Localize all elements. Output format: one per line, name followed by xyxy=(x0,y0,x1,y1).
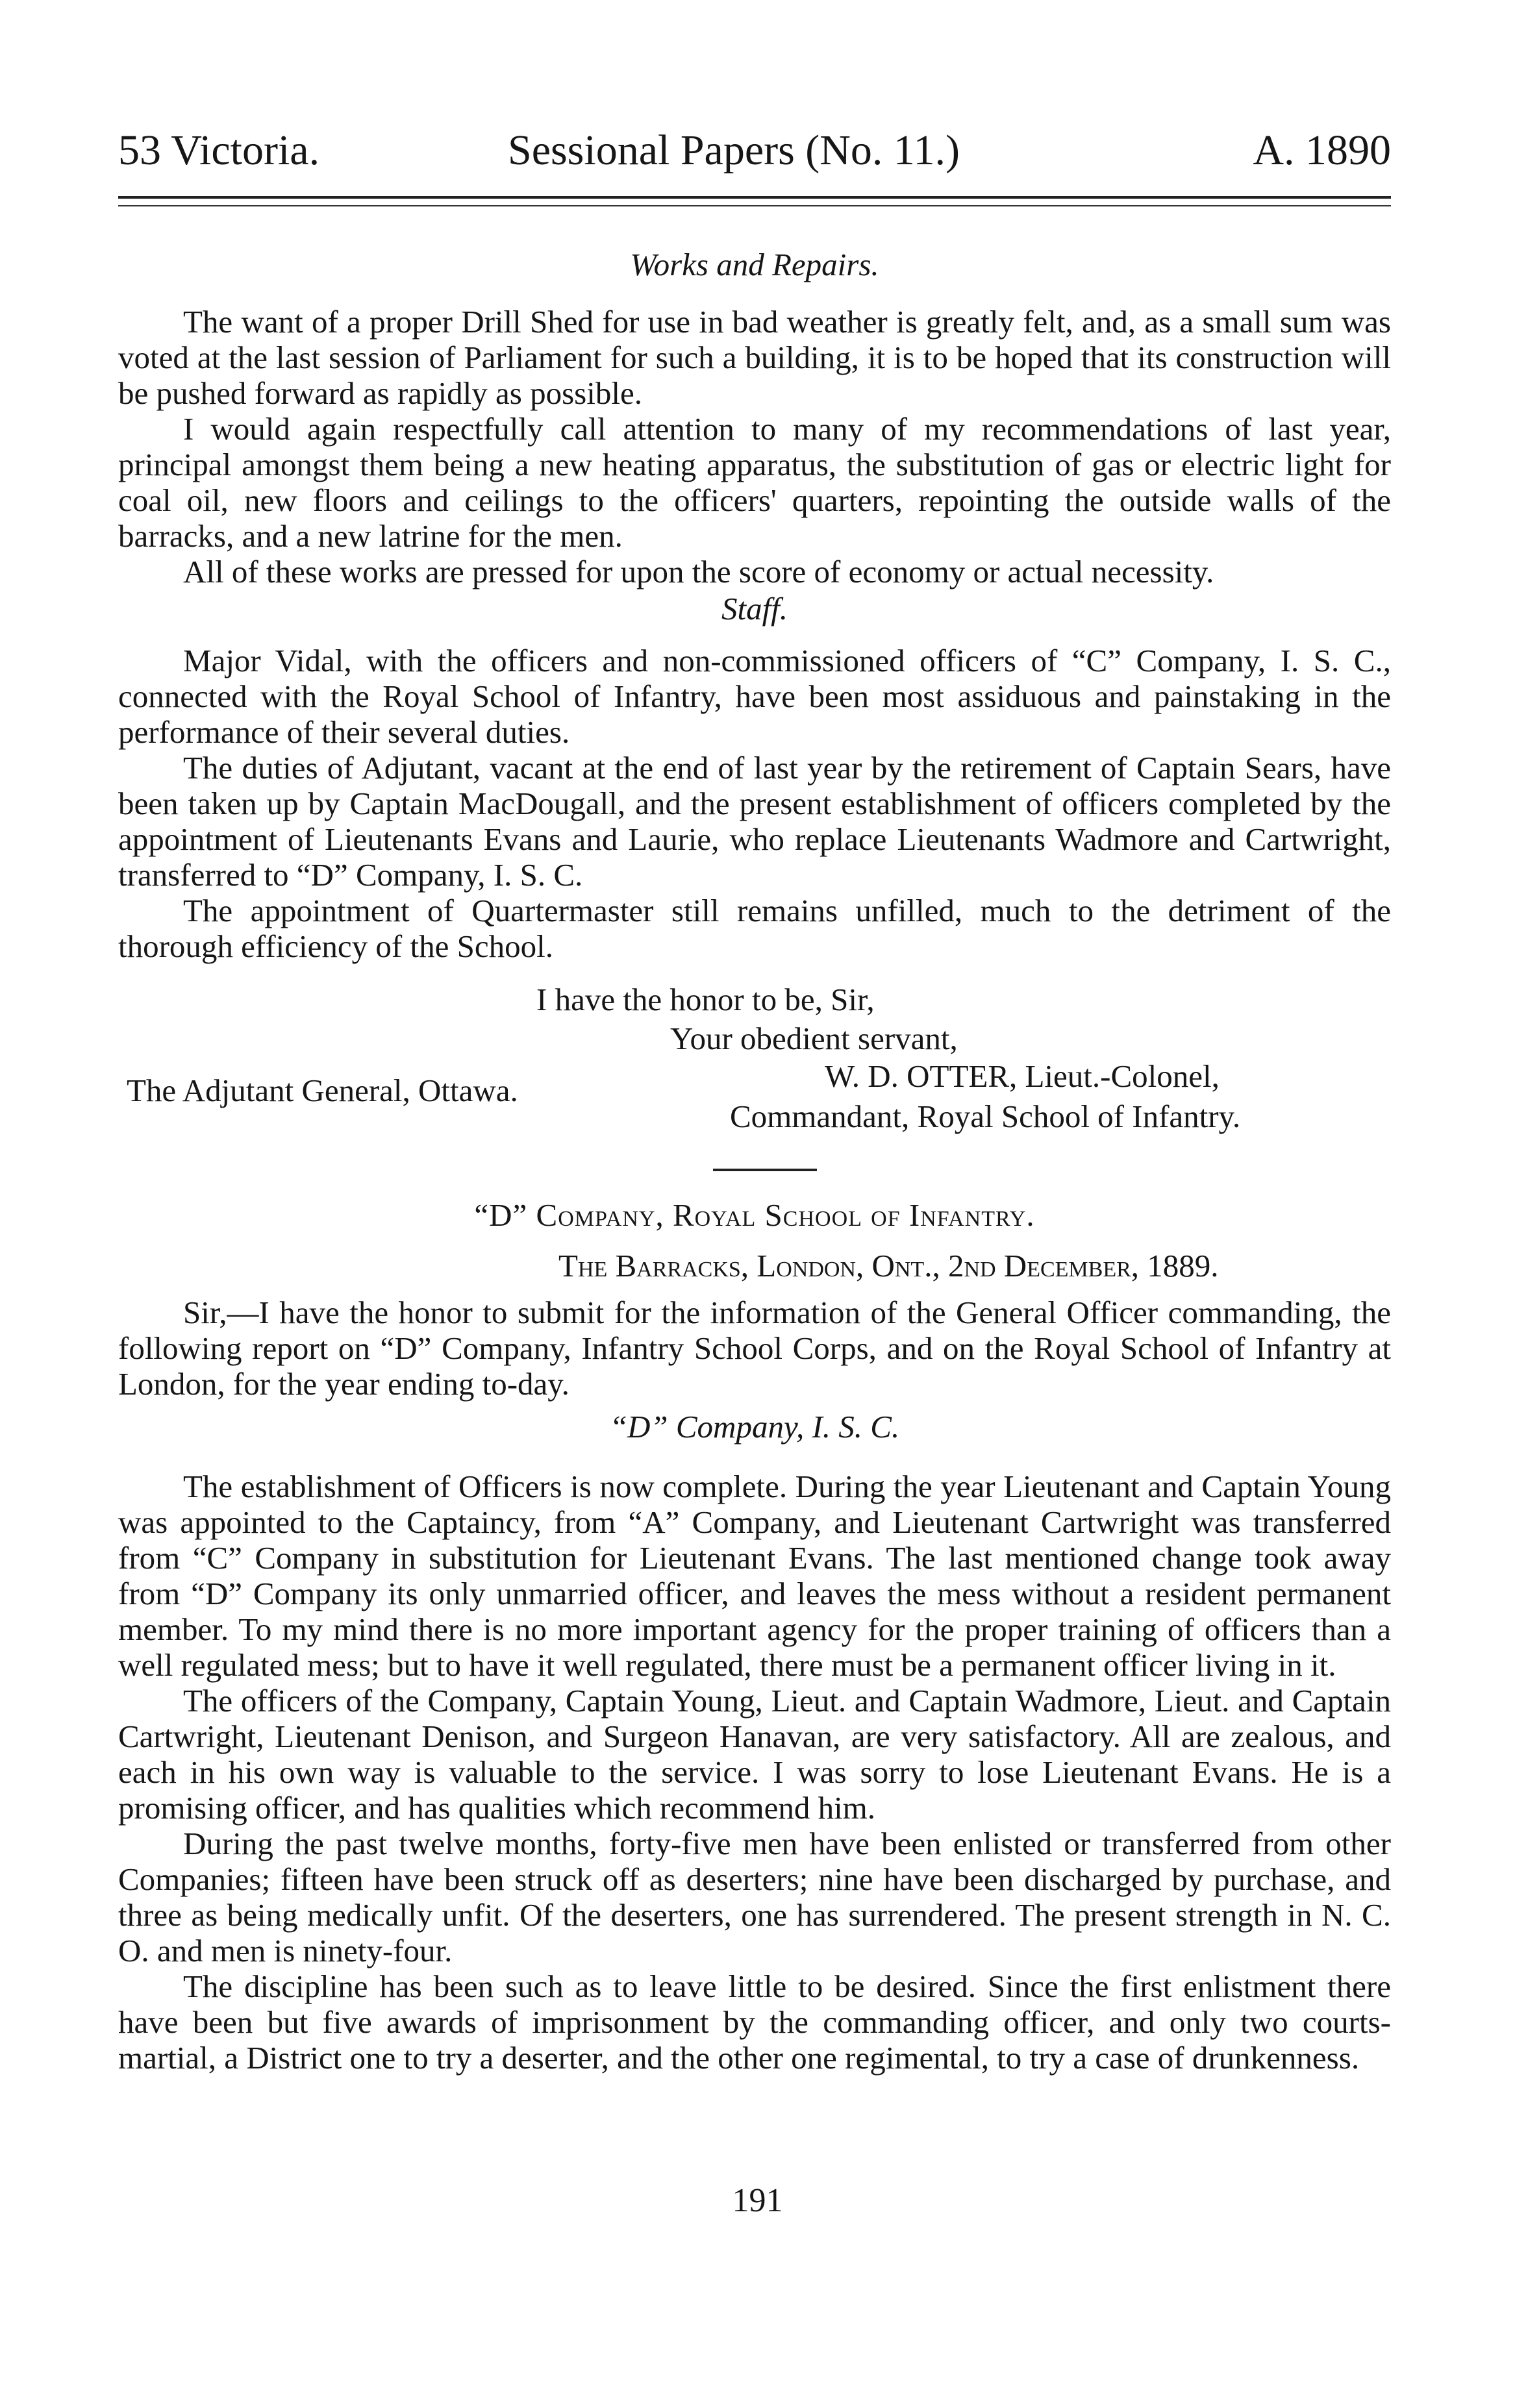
salutation: Sir,—I have the honor to submit for the information of the General Officer commanding, the following report on “D” Company, Infantry School Corps, and on the Royal School of Infantry at London, for the year ending to-day. xyxy=(118,1295,1391,1402)
addressee: The Adjutant General, Ottawa. xyxy=(127,1073,518,1108)
closing-line: I have the honor to be, Sir, xyxy=(536,982,875,1017)
paragraph: The discipline has been such as to leave little to be desired. Since the first enlistment there have been but five awards of imprisonment by the commanding officer, and only two courts-martial, a District one to try a deserter, and the other one regimental, to try a case of drunkenness. xyxy=(118,1968,1391,2076)
paragraph: The want of a proper Drill Shed for use in bad weather is greatly felt, and, as a small sum was voted at the last session of Parliament for such a building, it is to be hoped that its construction will be pushed forward as rapidly as possible. xyxy=(118,304,1391,411)
paragraph: The officers of the Company, Captain Young, Lieut. and Captain Wadmore, Lieut. and Captain Cartwright, Lieutenant Denison, and Surgeon Hanavan, are very satisfactory. All are zealous, and each in his own way is valuable to the service. I was sorry to lose Lieutenant Evans. He is a promising officer, and has qualities which recommend him. xyxy=(118,1683,1391,1826)
paragraph: During the past twelve months, forty-five men have been enlisted or transferred from other Companies; fifteen have been struck off as deserters; nine have been discharged by purchase, and three as being medically unfit. Of the deserters, one has surrendered. The present strength in N. C. O. and men is ninety-four. xyxy=(118,1826,1391,1968)
page-header xyxy=(118,112,1391,190)
section-heading-staff: Staff. xyxy=(721,591,788,627)
report-salutation-block xyxy=(118,1295,1391,1402)
header-rule xyxy=(118,196,1391,199)
header-session: 53 Victoria. xyxy=(118,127,320,174)
report-title: “D” Company, Royal School of Infantry. xyxy=(474,1197,1035,1233)
report-body xyxy=(118,1469,1391,2076)
header-year: A. 1890 xyxy=(1253,127,1391,174)
header-rule-thin xyxy=(118,205,1391,206)
paragraph: The establishment of Officers is now complete. During the year Lieutenant and Captain Young was appointed to the Captaincy, from “A” Company, and Lieutenant Cartwright was transferred from “C” Company in substitution for Lieutenant Evans. The last mentioned change took away from “D” Company its only unmarried officer, and leaves the mess without a resident permanent member. To my mind there is no more important agency for the proper training of officers than a well regulated mess; but to have it well regulated, there must be a permanent officer living in it. xyxy=(118,1469,1391,1683)
report-dateline: The Barracks, London, Ont., 2nd December, 1889. xyxy=(558,1248,1219,1284)
header-title: Sessional Papers (No. 11.) xyxy=(508,127,960,174)
signature-title: Commandant, Royal School of Infantry. xyxy=(730,1098,1241,1134)
section-staff-body xyxy=(118,643,1391,964)
section-works-body xyxy=(118,304,1391,590)
section-divider xyxy=(713,1169,817,1171)
section-heading-works: Works and Repairs. xyxy=(630,247,879,282)
report-subheading: “D” Company, I. S. C. xyxy=(609,1409,900,1445)
signature-name: W. D. OTTER, Lieut.-Colonel, xyxy=(825,1058,1220,1094)
paragraph: Major Vidal, with the officers and non-commissioned officers of “C” Company, I. S. C., connected with the Royal School of Infantry, have been most assiduous and painstaking in the performance of their several duties. xyxy=(118,643,1391,750)
paragraph: All of these works are pressed for upon the score of economy or actual necessity. xyxy=(183,554,1214,590)
paragraph: I would again respectfully call attention to many of my recommendations of last year, principal amongst them being a new heating apparatus, the substitution of gas or electric light for coal oil, new floors and ceilings to the officers' quarters, repointing the outside walls of the barracks, and a new latrine for the men. xyxy=(118,411,1391,554)
paragraph: The duties of Adjutant, vacant at the end of last year by the retirement of Captain Sears, have been taken up by Captain MacDougall, and the present establishment of officers completed by the appointment of Lieutenants Evans and Laurie, who replace Lieutenants Wadmore and Cartwright, transferred to “D” Company, I. S. C. xyxy=(118,750,1391,893)
paragraph: The appointment of Quartermaster still remains unfilled, much to the detriment of the thorough efficiency of the School. xyxy=(118,893,1391,964)
closing-line: Your obedient servant, xyxy=(670,1021,958,1056)
page-number: 191 xyxy=(732,2182,783,2219)
